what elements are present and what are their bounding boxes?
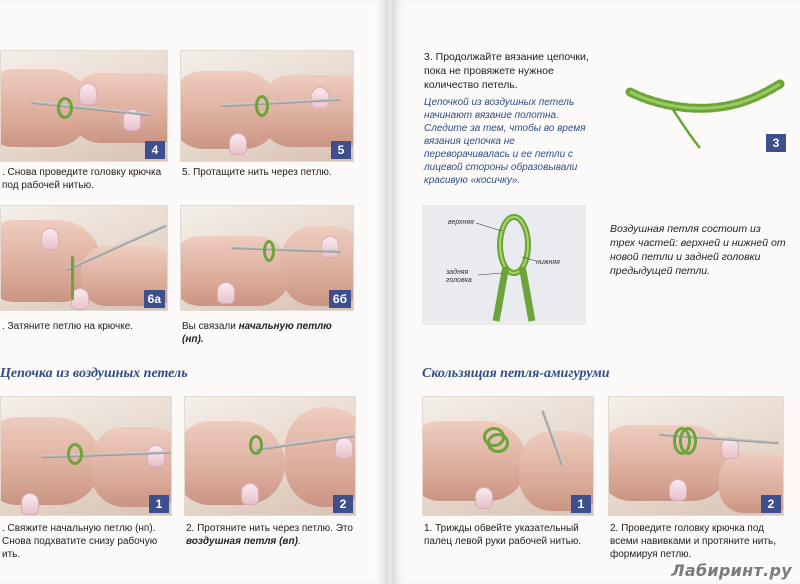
photo-chain-1 xyxy=(0,396,172,516)
step-number-badge: 6а xyxy=(144,290,165,308)
left-page xyxy=(0,0,388,584)
label-bottom: нижняя xyxy=(536,259,560,266)
right-page xyxy=(392,0,800,584)
label-back: задняя головка xyxy=(446,269,472,284)
heading-chain: Цепочка из воздушных петель xyxy=(0,366,188,381)
photo-step-6a xyxy=(0,205,168,311)
caption-step-3: 3. Продолжайте вязание цепочки, пока не провяжете нужное количество петель. xyxy=(424,51,589,91)
heading-slip: Скользящая петля-амигуруми xyxy=(422,366,610,381)
caption-chain-1: . Свяжите начальную петлю (нп). Снова подхватите снизу рабочую ить. xyxy=(2,523,158,560)
photo-step-5 xyxy=(180,50,354,162)
photo-slip-1 xyxy=(422,396,594,516)
photo-chain-2 xyxy=(184,396,356,516)
photo-step-4 xyxy=(0,50,168,162)
caption-slip-2: 2. Проведите головку крючка под всеми навивками и протяните нить, формируя петлю. xyxy=(610,523,776,560)
caption-slip-1: 1. Трижды обвейте указательный палец левой руки рабочей нитью. xyxy=(424,523,582,547)
photo-step-3 xyxy=(610,50,788,154)
step-number-badge: 4 xyxy=(145,141,165,159)
photo-slip-2 xyxy=(608,396,784,516)
caption-step-6a: . Затяните петлю на крючке. xyxy=(2,321,134,332)
caption-chain-2: 2. Протяните нить через петлю. Это воздушная петля (вп). xyxy=(186,523,353,547)
caption-step-4: . Снова проведите головку крючка под рабочей нитью. xyxy=(2,167,162,191)
step-number-badge: 1 xyxy=(149,495,169,513)
step-number-badge: 3 xyxy=(766,134,786,152)
loop-diagram xyxy=(422,205,586,325)
watermark: Лабиринт.ру xyxy=(671,561,792,580)
step-number-badge: 2 xyxy=(333,495,353,513)
step-number-badge: 6б xyxy=(329,290,351,308)
caption-step-6b: Вы связали начальную петлю (нп). xyxy=(182,321,332,345)
label-top: верхняя xyxy=(448,219,474,226)
note-loop-parts: Воздушная петля состоит из трех частей: верхней и нижней от новой петли и задней головки предыдущей петли. xyxy=(610,223,786,277)
step-number-badge: 1 xyxy=(571,495,591,513)
caption-step-5: 5. Протащите нить через петлю. xyxy=(182,167,332,178)
step-number-badge: 2 xyxy=(761,495,781,513)
photo-step-6b xyxy=(180,205,354,311)
note-chain-tip: Цепочкой из воздушных петель начинают вязание полотна. Следите за тем, чтобы во время вязания цепочка не переворачивалась и ее петли с лицевой стороны образовывали красивую «косичку». xyxy=(424,97,586,186)
step-number-badge: 5 xyxy=(331,141,351,159)
